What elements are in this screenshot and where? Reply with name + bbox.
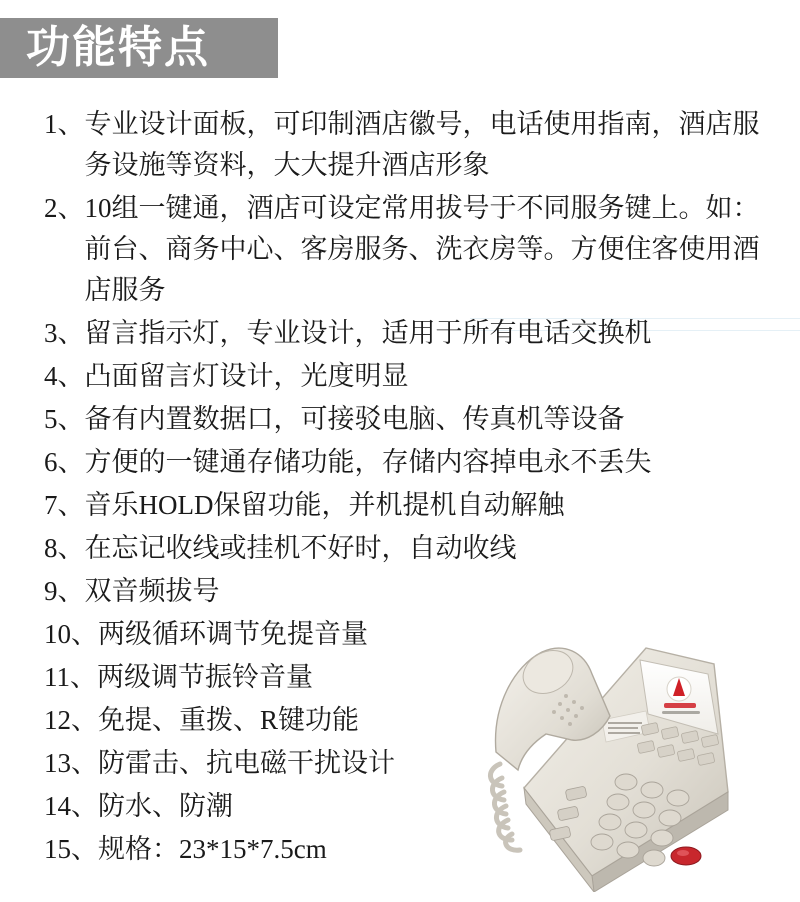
list-item <box>0 829 800 870</box>
list-item-number: 12、 <box>44 705 98 735</box>
list-item <box>0 528 800 569</box>
list-item-number: 4、 <box>44 361 85 391</box>
list-item-text: 专业设计面板，可印制酒店徽号，电话使用指南，酒店服务设施等资料，大大提升酒店形象 <box>84 109 760 180</box>
list-item-text: 两级循环调节免提音量 <box>98 619 368 649</box>
list-item <box>0 743 800 784</box>
page-title: 功能特点 <box>26 22 210 73</box>
list-item-number: 15、 <box>44 834 98 864</box>
list-item-number: 8、 <box>44 533 85 563</box>
list-item <box>0 786 800 827</box>
list-item-number: 14、 <box>44 791 98 821</box>
list-item <box>0 614 800 655</box>
list-item <box>0 356 800 397</box>
list-item-text: 双音频拔号 <box>84 576 220 606</box>
list-item-number: 3、 <box>44 318 85 348</box>
list-item-text: 在忘记收线或挂机不好时，自动收线 <box>84 533 517 563</box>
list-item <box>0 399 800 440</box>
list-item-number: 5、 <box>44 404 85 434</box>
list-item-number: 1、 <box>44 109 85 139</box>
list-item-text: 防水、防潮 <box>98 791 233 821</box>
list-item-number: 11、 <box>44 662 97 692</box>
list-item <box>0 313 800 354</box>
list-item <box>0 485 800 526</box>
list-item-number: 2、 <box>44 193 85 223</box>
list-item-number: 9、 <box>44 576 85 606</box>
list-item <box>0 104 800 186</box>
list-item <box>0 700 800 741</box>
list-item <box>0 442 800 483</box>
list-item-text: 方便的一键通存储功能，存储内容掉电永不丢失 <box>84 447 652 477</box>
list-item <box>0 571 800 612</box>
list-item-number: 10、 <box>44 619 98 649</box>
feature-list <box>0 104 800 872</box>
list-item-text: 凸面留言灯设计，光度明显 <box>84 361 409 391</box>
list-item-text: 留言指示灯，专业设计，适用于所有电话交换机 <box>84 318 652 348</box>
list-item-number: 6、 <box>44 447 85 477</box>
list-item-number: 7、 <box>44 490 85 520</box>
page-header <box>0 0 800 92</box>
list-item-text: 两级调节振铃音量 <box>97 662 313 692</box>
list-item <box>0 188 800 311</box>
list-item-text: 规格：23*15*7.5cm <box>98 834 327 864</box>
list-item-text: 音乐HOLD保留功能，并机提机自动解触 <box>84 490 565 520</box>
list-item-text: 10组一键通，酒店可设定常用拔号于不同服务键上。如：前台、商务中心、客房服务、洗衣房等。方便住客使用酒店服务 <box>84 193 760 305</box>
list-item-text: 免提、重拨、R键功能 <box>98 705 360 735</box>
list-item <box>0 657 800 698</box>
list-item-text: 防雷击、抗电磁干扰设计 <box>98 748 395 778</box>
list-item-number: 13、 <box>44 748 98 778</box>
list-item-text: 备有内置数据口，可接驳电脑、传真机等设备 <box>84 404 625 434</box>
